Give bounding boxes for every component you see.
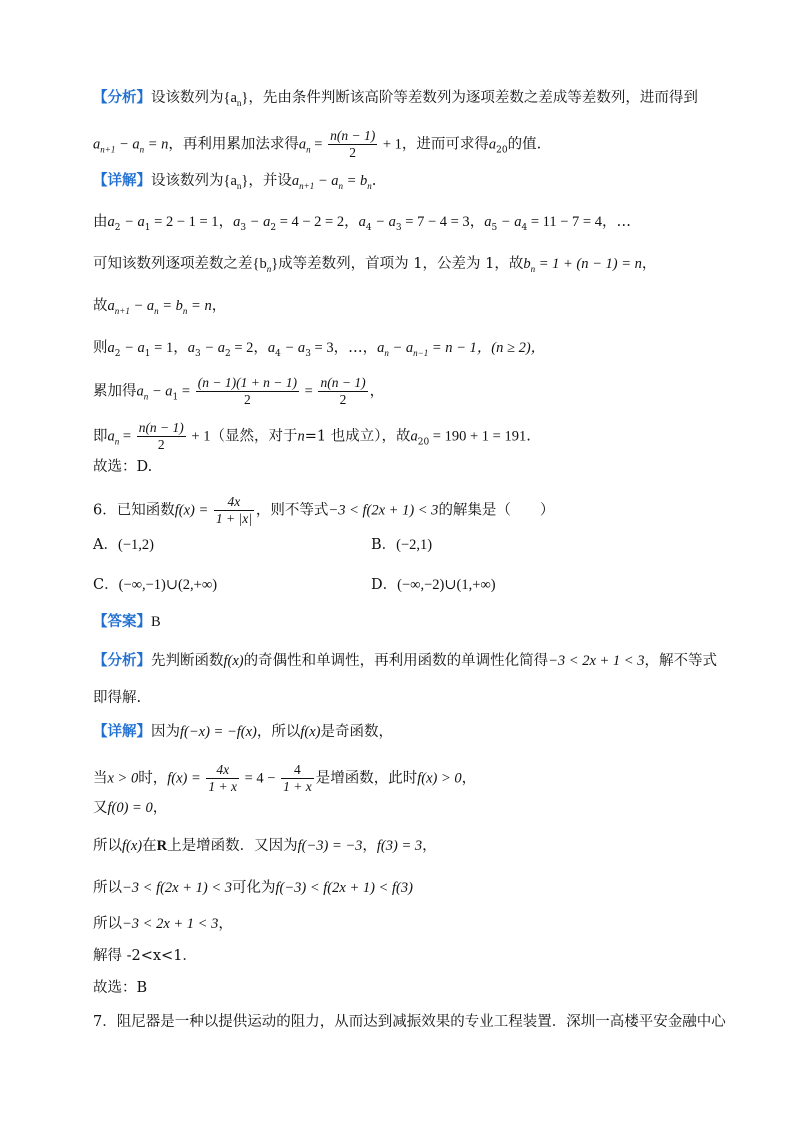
p5-detail-line-1: 【详解】设该数列为$\{a_n\}$，并设$a_{n+1} - a_n = b_n$. — [93, 173, 377, 191]
q6-detail-line-1: 【详解】因为f(−x) = −f(x)，所以f(x)是奇函数， — [93, 724, 393, 740]
p5-detail-line-5: 则$a_2 - a_1 = 1$，$a_3 - a_2 = 2$，$a_4 - a_3 = 3$，…，$a_n - a_{n-1} = n - 1$，(n ≥ 2)， — [93, 340, 546, 359]
q6-option-a: A．(−1,2) — [93, 537, 154, 553]
fraction: $\frac{n(n - 1)}{2}$ — [330, 128, 376, 160]
analysis-tag: 【分析】 — [93, 653, 151, 669]
q6-detail-line-6: 所以−3 < 2x + 1 < 3， — [93, 916, 233, 932]
q6-option-b: B．(−2,1) — [371, 537, 433, 553]
fraction: $\frac{4}{1 + x}$ — [283, 762, 312, 794]
p5-analysis-line-1: 【分析】设该数列为$\{a_n\}$，先由条件判断该高阶等差数列为逐项差数之差成等差数列，进而得到 — [93, 90, 698, 108]
q6-analysis-line-2: 即得解. — [93, 690, 142, 706]
p5-choice: 故选：D. — [93, 459, 153, 475]
fraction: $\frac{4x}{1 + x}$ — [208, 762, 237, 794]
q6-detail-line-3: 又f(0) = 0， — [93, 800, 168, 816]
q6-detail-line-2: 当x > 0时，f(x) = $\frac{4x}{1 + x}$ = 4 − $\frac{4}{1 + x}$ 是增函数，此时f(x) > 0， — [93, 762, 477, 794]
analysis-tag: 【分析】 — [93, 90, 151, 106]
fraction: $\frac{4x}{1 + |x|}$ — [215, 494, 252, 526]
q6-choice: 故选：B — [93, 980, 148, 996]
p5-detail-line-4: 故$a_{n+1} - a_n = b_n = n$， — [93, 298, 227, 316]
answer-tag: 【答案】 — [93, 614, 151, 630]
q6-detail-line-7: 解得 -2<x<1． — [93, 948, 197, 964]
p5-detail-line-6: 累加得$a_n - a_1$ = $\frac{(n - 1)(1 + n - 1)}{2}$ = $\frac{n(n - 1)}{2}$ ， — [93, 375, 385, 407]
q6-option-d: D．(−∞,−2)∪(1,+∞) — [371, 577, 496, 593]
q6-detail-line-5: 所以−3 < f(2x + 1) < 3可化为f(−3) < f(2x + 1) < f(3) — [93, 880, 413, 896]
p5-detail-line-7: 即$a_n$ = $\frac{n(n - 1)}{2}$ + 1（显然，对于n=1 也成立），故$a_{20} = 190 + 1 = 191$. — [93, 420, 531, 452]
fraction: $\frac{(n - 1)(1 + n - 1)}{2}$ — [197, 375, 298, 407]
fraction: $\frac{n(n - 1)}{2}$ — [138, 420, 184, 452]
q6-detail-line-4: 所以f(x)在R上是增函数．又因为f(−3) = −3，f(3) = 3， — [93, 838, 437, 854]
q6-analysis-line-1: 【分析】先判断函数f(x)的奇偶性和单调性，再利用函数的单调性化简得−3 < 2x + 1 < 3，解不等式 — [93, 653, 717, 669]
detail-tag: 【详解】 — [93, 173, 151, 189]
q6-stem: 6．已知函数f(x) = $\frac{4x}{1 + |x|}$ ，则不等式−3 < f(2x + 1) < 3的解集是（ ） — [93, 494, 555, 526]
p5-detail-line-3: 可知该数列逐项差数之差$\{b_n\}$成等差数列，首项为 1，公差为 1，故$b_n = 1 + (n - 1) = n$， — [93, 256, 657, 274]
p5-detail-line-2: 由$a_2 - a_1 = 2 - 1 = 1$，$a_3 - a_2 = 4 - 2 = 2$，$a_4 - a_3 = 7 - 4 = 3$，$a_5 - a_4 = 11 - 7 = 4$，… — [93, 214, 631, 233]
fraction: $\frac{n(n - 1)}{2}$ — [320, 375, 366, 407]
p5-analysis-line-2: $a_{n+1} - a_n = n$，再利用累加法求得$a_n$ = $\frac{n(n - 1)}{2}$ + 1，进而可求得$a_{20}$的值. — [93, 128, 542, 160]
q6-answer: 【答案】B — [93, 614, 161, 630]
detail-tag: 【详解】 — [93, 724, 151, 740]
q7-stem: 7．阻尼器是一种以提供运动的阻力，从而达到减振效果的专业工程装置．深圳一高楼平安金融中心 — [93, 1014, 726, 1030]
q6-option-c: C．(−∞,−1)∪(2,+∞) — [93, 577, 218, 593]
